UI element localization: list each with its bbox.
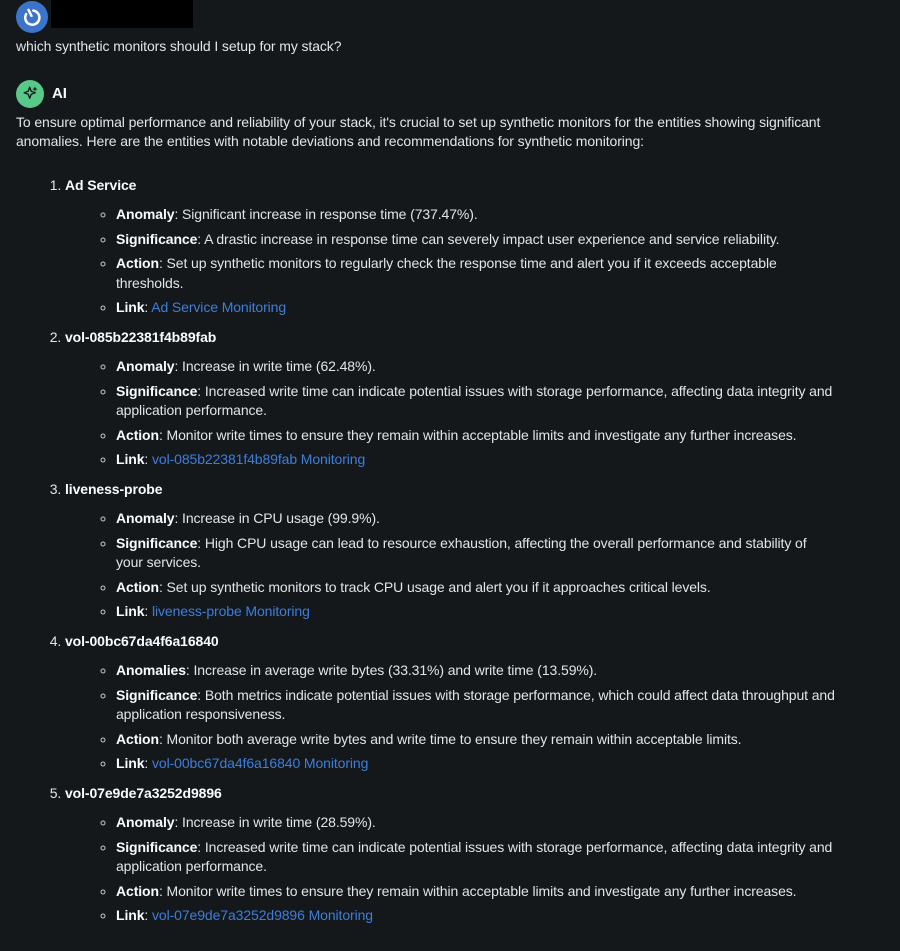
action-bullet	[116, 578, 836, 598]
ai-sender-label: AI	[52, 84, 67, 102]
bullet-label: Anomalies	[116, 662, 186, 678]
ai-intro-paragraph: To ensure optimal performance and reliability of your stack, it's crucial to set up synthetic monitors for the entities showing significant anomalies. Here are the entities with notable deviations and recommendations for synthetic monitoring:	[16, 113, 821, 149]
bullet-label: Action	[116, 426, 159, 443]
entity-bullets	[65, 813, 884, 926]
bullet-text: Significant increase in response time (737.47%).	[182, 206, 478, 222]
colon-separator: :	[158, 730, 167, 747]
link-bullet	[116, 602, 836, 622]
bullet-label: Significance	[116, 230, 198, 247]
bullet-label: Link	[116, 755, 145, 771]
anomaly-bullet	[116, 509, 836, 529]
entity-monitoring-link[interactable]: vol-00bc67da4f6a16840 Monitoring	[151, 755, 369, 771]
bullet-label: Anomaly	[116, 206, 175, 222]
entity-monitoring-link[interactable]: Ad Service Monitoring	[151, 299, 287, 315]
bullet-text: A drastic increase in response time can severely impact user experience and service reliability.	[204, 230, 780, 247]
entity-item	[65, 632, 884, 774]
entity-bullets	[65, 661, 884, 774]
entity-item	[65, 176, 884, 318]
ai-message	[16, 80, 884, 926]
entity-name: Ad Service	[65, 176, 137, 193]
bullet-text: Set up synthetic monitors to regularly check the response time and alert you if it exceeds acceptable thresholds.	[116, 255, 777, 291]
anomaly-bullet	[116, 205, 836, 225]
user-message-header	[16, 0, 884, 33]
colon-separator: :	[174, 510, 183, 526]
colon-separator: :	[197, 382, 205, 399]
colon-separator: :	[197, 534, 205, 551]
bullet-label: Link	[116, 451, 145, 467]
bullet-label: Action	[116, 255, 159, 271]
colon-separator: :	[144, 603, 152, 619]
bullet-label: Significance	[116, 838, 198, 855]
entity-list	[16, 176, 884, 926]
action-bullet	[116, 254, 836, 293]
bullet-label: Action	[116, 882, 159, 899]
bullet-text: High CPU usage can lead to resource exhaustion, affecting the overall performance and stability of your services.	[116, 534, 807, 570]
power-icon	[22, 7, 42, 27]
colon-separator: :	[158, 255, 167, 271]
entity-bullets	[65, 509, 884, 622]
bullet-label: Link	[116, 299, 145, 315]
entity-item	[65, 480, 884, 622]
significance-bullet	[116, 534, 836, 573]
action-bullet	[116, 882, 836, 902]
significance-bullet	[116, 686, 836, 725]
bullet-label: Link	[116, 603, 145, 619]
colon-separator: :	[174, 814, 183, 830]
entity-name: vol-085b22381f4b89fab	[65, 328, 217, 345]
colon-separator: :	[197, 686, 205, 703]
entity-bullets	[65, 205, 884, 318]
bullet-label: Link	[116, 907, 145, 923]
anomaly-bullet	[116, 357, 836, 377]
significance-bullet	[116, 230, 836, 250]
colon-separator: :	[174, 358, 183, 374]
bullet-text: Increase in write time (62.48%).	[182, 358, 376, 374]
ai-message-header	[16, 80, 884, 108]
sparkle-icon	[21, 84, 40, 103]
bullet-text: Set up synthetic monitors to track CPU usage and alert you if it approaches critical levels.	[166, 578, 711, 595]
entity-name: vol-07e9de7a3252d9896	[65, 784, 222, 801]
colon-separator: :	[158, 578, 167, 595]
bullet-label: Anomaly	[116, 358, 175, 374]
colon-separator: :	[158, 882, 167, 899]
colon-separator: :	[174, 206, 183, 222]
colon-separator: :	[197, 838, 205, 855]
colon-separator: :	[144, 755, 152, 771]
bullet-text: Both metrics indicate potential issues with storage performance, which could affect data throughput and application responsiveness.	[116, 686, 835, 722]
colon-separator: :	[185, 662, 194, 678]
bullet-label: Action	[116, 730, 159, 747]
colon-separator: :	[144, 907, 152, 923]
user-message	[16, 0, 884, 57]
entity-name: vol-00bc67da4f6a16840	[65, 632, 219, 649]
link-bullet	[116, 906, 836, 926]
action-bullet	[116, 426, 836, 446]
bullet-label: Significance	[116, 534, 198, 551]
significance-bullet	[116, 382, 836, 421]
bullet-text: Increase in average write bytes (33.31%) and write time (13.59%).	[193, 662, 598, 678]
colon-separator: :	[158, 426, 167, 443]
entity-bullets	[65, 357, 884, 470]
bullet-label: Anomaly	[116, 510, 175, 526]
anomaly-bullet	[116, 661, 836, 681]
entity-name: liveness-probe	[65, 480, 163, 497]
entity-item	[65, 328, 884, 470]
bullet-label: Anomaly	[116, 814, 175, 830]
bullet-label: Action	[116, 578, 159, 595]
link-bullet	[116, 754, 836, 774]
bullet-text: Monitor write times to ensure they remain within acceptable limits and investigate any further increases.	[166, 426, 797, 443]
user-avatar	[16, 1, 48, 33]
ai-avatar	[16, 80, 44, 108]
entity-item	[65, 784, 884, 926]
link-bullet	[116, 298, 836, 318]
bullet-text: Increased write time can indicate potential issues with storage performance, affecting data integrity and application performance.	[116, 382, 833, 418]
bullet-label: Significance	[116, 686, 198, 703]
colon-separator: :	[144, 451, 152, 467]
bullet-text: Increase in write time (28.59%).	[182, 814, 376, 830]
action-bullet	[116, 730, 836, 750]
redacted-username	[51, 0, 193, 28]
user-message-text: which synthetic monitors should I setup for my stack?	[16, 38, 342, 54]
entity-monitoring-link[interactable]: vol-07e9de7a3252d9896 Monitoring	[151, 907, 373, 923]
bullet-label: Significance	[116, 382, 198, 399]
entity-monitoring-link[interactable]: liveness-probe Monitoring	[151, 603, 310, 619]
entity-monitoring-link[interactable]: vol-085b22381f4b89fab Monitoring	[151, 451, 366, 467]
link-bullet	[116, 450, 836, 470]
bullet-text: Monitor write times to ensure they remain within acceptable limits and investigate any further increases.	[166, 882, 797, 899]
bullet-text: Increase in CPU usage (99.9%).	[182, 510, 380, 526]
significance-bullet	[116, 838, 836, 877]
bullet-text: Increased write time can indicate potential issues with storage performance, affecting data integrity and application performance.	[116, 838, 833, 874]
colon-separator: :	[144, 299, 152, 315]
bullet-text: Monitor both average write bytes and write time to ensure they remain within acceptable limits.	[166, 730, 742, 747]
anomaly-bullet	[116, 813, 836, 833]
colon-separator: :	[197, 230, 205, 247]
